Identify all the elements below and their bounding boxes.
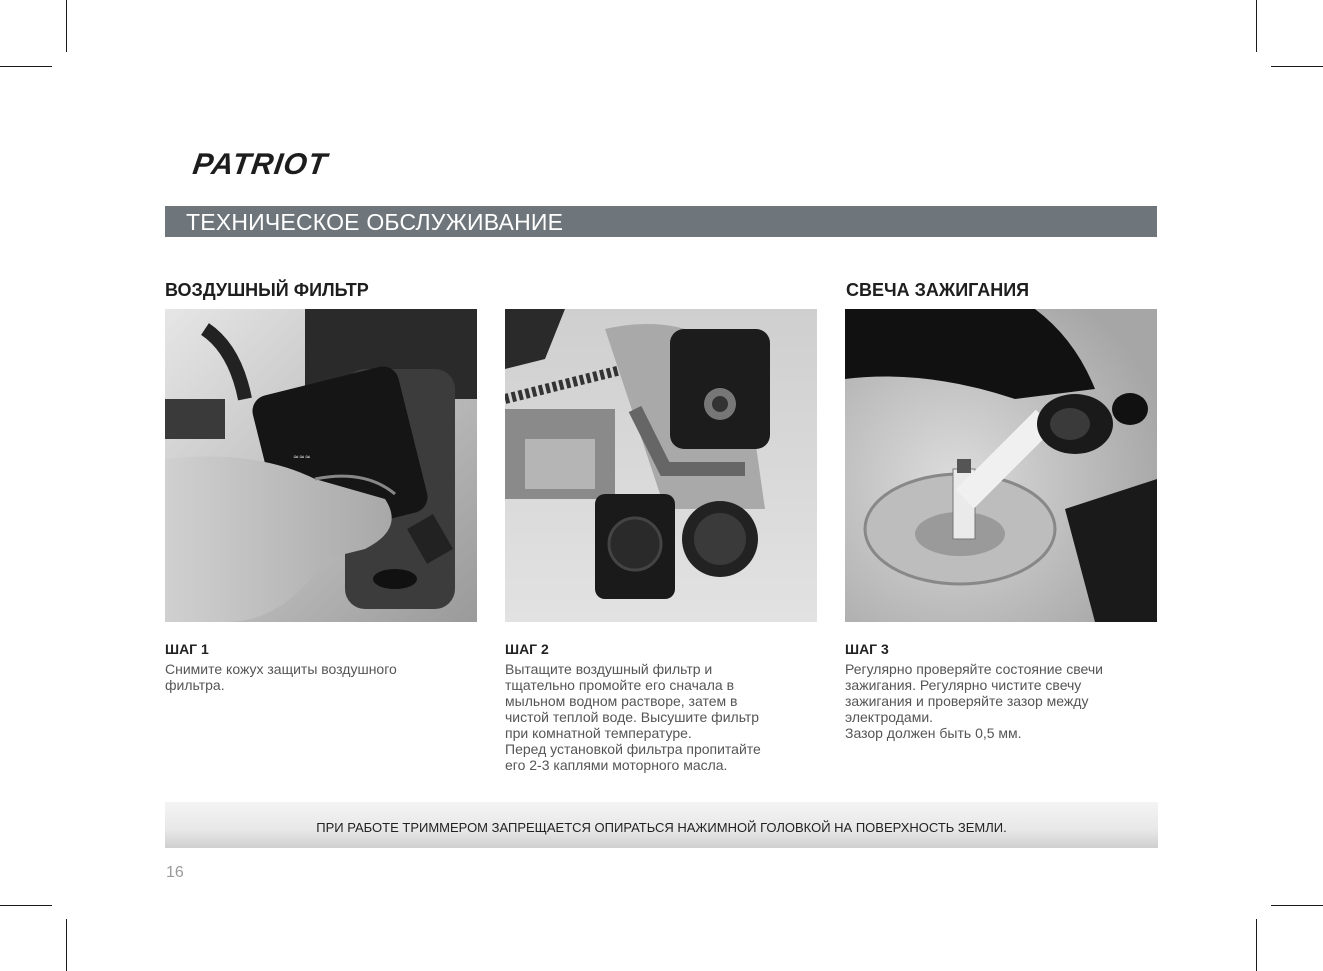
section-title: ТЕХНИЧЕСКОЕ ОБСЛУЖИВАНИЕ — [186, 209, 564, 235]
crop-mark — [66, 0, 67, 52]
step-2 — [505, 641, 817, 773]
text-line: Снимите кожух защиты воздушного — [165, 661, 397, 677]
step-2-text — [505, 661, 817, 773]
text-line: электродами. — [845, 709, 934, 725]
step-3-title: ШАГ 3 — [845, 641, 889, 657]
text-line: тщательно промойте его сначала в — [505, 677, 735, 693]
step-2-title: ШАГ 2 — [505, 641, 549, 657]
warning-banner — [165, 802, 1158, 848]
step-3 — [845, 641, 1157, 741]
text-line: чистой теплой воде. Высушите фильтр — [505, 709, 760, 725]
page-number: 16 — [166, 864, 184, 881]
crop-mark — [0, 66, 52, 67]
spark-plug-heading: СВЕЧА ЗАЖИГАНИЯ — [846, 280, 1030, 300]
crop-mark — [1271, 905, 1323, 906]
step-1 — [165, 641, 477, 693]
crop-mark — [1256, 0, 1257, 52]
text-line: зажигания. Регулярно чистите свечу — [845, 677, 1082, 693]
text-line: его 2-3 каплями моторного масла. — [505, 757, 728, 773]
text-line: Перед установкой фильтра пропитайте — [505, 741, 761, 757]
warning-text: ПРИ РАБОТЕ ТРИММЕРОМ ЗАПРЕЩАЕТСЯ ОПИРАТЬСЯ НАЖИМНОЙ ГОЛОВКОЙ НА ПОВЕРХНОСТЬ ЗЕМЛИ. — [316, 820, 1007, 835]
photo-step-3 — [845, 309, 1157, 622]
photo-step-2 — [505, 309, 817, 622]
text-line: Вытащите воздушный фильтр и — [505, 661, 713, 677]
text-line: Регулярно проверяйте состояние свечи — [845, 661, 1103, 677]
text-line: зажигания и проверяйте зазор между — [845, 693, 1089, 709]
crop-mark — [66, 919, 67, 971]
step-3-text — [845, 661, 1157, 741]
text-line: Зазор должен быть 0,5 мм. — [845, 725, 1022, 741]
step-1-title: ШАГ 1 — [165, 641, 209, 657]
text-line: фильтра. — [165, 677, 225, 693]
svg-text:≈≈≈: ≈≈≈ — [293, 453, 311, 461]
text-line: мыльном водном растворе, затем в — [505, 693, 738, 709]
air-filter-heading: ВОЗДУШНЫЙ ФИЛЬТР — [165, 280, 369, 300]
crop-mark — [1271, 66, 1323, 67]
brand-logo: PATRIOT — [190, 148, 330, 181]
crop-mark — [1256, 919, 1257, 971]
text-line: при комнатной температуре. — [505, 725, 692, 741]
photo-step-1 — [165, 309, 477, 622]
crop-mark — [0, 905, 52, 906]
section-header — [165, 206, 1157, 237]
step-1-text — [165, 661, 477, 693]
